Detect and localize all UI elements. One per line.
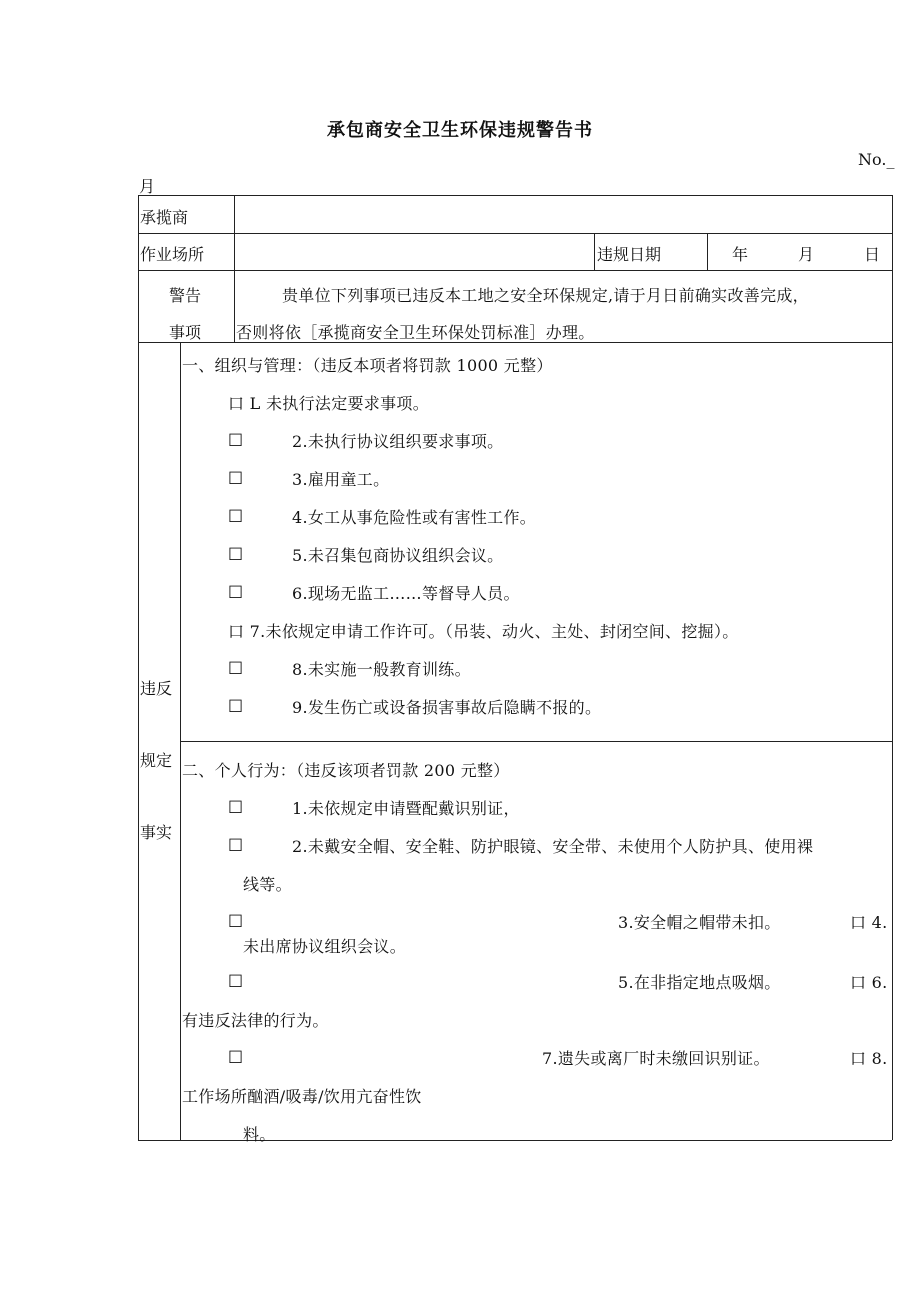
- warning-label-bottom: 事项: [169, 323, 202, 342]
- table-border-right: [892, 195, 893, 1140]
- workplace-label: 作业场所: [140, 245, 205, 264]
- section1-item-6: 6.现场无监工……等督导人员。: [292, 584, 520, 603]
- contractor-field[interactable]: [238, 198, 888, 230]
- checkbox-icon[interactable]: □: [228, 695, 244, 714]
- side-label-violation: 违反: [140, 679, 173, 698]
- checkbox-icon[interactable]: □: [228, 467, 244, 486]
- section2-item-4: 未出席协议组织会议。: [243, 937, 407, 956]
- checkbox-icon[interactable]: □: [228, 543, 244, 562]
- table-border-top: [138, 195, 892, 196]
- warning-text-line-1: 贵单位下列事项已违反本工地之安全环保规定,请于月日前确实改善完成，: [282, 286, 809, 305]
- violation-date-field[interactable]: [710, 236, 890, 267]
- section2-item-5: 5.在非指定地点吸烟。: [618, 973, 781, 992]
- date-value-divider: [707, 233, 708, 270]
- date-column-divider: [594, 233, 595, 270]
- section2-item-8-cont: 料。: [243, 1125, 276, 1144]
- workplace-field[interactable]: [238, 236, 590, 267]
- checkbox-icon[interactable]: □: [228, 1046, 244, 1065]
- table-row-divider: [138, 233, 892, 234]
- section2-item-6: 有违反法律的行为。: [182, 1011, 329, 1030]
- checkbox-icon[interactable]: □: [228, 970, 244, 989]
- label-column-divider: [234, 195, 235, 342]
- section2-item-6-mark[interactable]: 口 6.: [850, 973, 888, 992]
- section2-heading: 二、个人行为：（违反该项者罚款 200 元整）: [182, 761, 510, 780]
- date-year-label: 年: [732, 245, 749, 264]
- section1-heading: 一、组织与管理：（违反本项者将罚款 1000 元整）: [182, 356, 553, 375]
- section2-item-1: 1.未依规定申请暨配戴识别证，: [292, 799, 520, 818]
- section1-item-4: 4.女工从事危险性或有害性工作。: [292, 508, 537, 527]
- side-label-divider: [180, 342, 181, 1140]
- side-label-fact: 事实: [140, 823, 173, 842]
- section1-item-3: 3.雇用童工。: [292, 470, 390, 489]
- table-row-divider: [138, 270, 892, 271]
- table-border-left: [138, 195, 139, 1140]
- section-divider: [180, 741, 892, 742]
- date-day-label: 日: [864, 245, 881, 264]
- section1-item-1[interactable]: 口 L 未执行法定要求事项。: [228, 394, 429, 413]
- page-title: 承包商安全卫生环保违规警告书: [327, 120, 593, 141]
- warning-text-line-2: 否则将依［承揽商安全卫生环保处罚标准］办理。: [236, 323, 595, 342]
- side-label-rule: 规定: [140, 751, 173, 770]
- warning-label-top: 警告: [169, 286, 202, 305]
- date-month-label: 月: [798, 245, 815, 264]
- document-number: No._: [858, 150, 895, 169]
- checkbox-icon[interactable]: □: [228, 429, 244, 448]
- checkbox-icon[interactable]: □: [228, 657, 244, 676]
- section1-item-9: 9.发生伤亡或设备损害事故后隐瞒不报的。: [292, 698, 602, 717]
- section2-item-4-mark[interactable]: 口 4.: [850, 913, 888, 932]
- section2-item-8-mark[interactable]: 口 8.: [850, 1049, 888, 1068]
- violation-date-label: 违规日期: [597, 245, 662, 264]
- checkbox-icon[interactable]: □: [228, 581, 244, 600]
- section1-item-8: 8.未实施一般教育训练。: [292, 660, 471, 679]
- section2-item-7: 7.遗失或离厂时未缴回识别证。: [542, 1049, 770, 1068]
- section1-item-5: 5.未召集包商协议组织会议。: [292, 546, 504, 565]
- checkbox-icon[interactable]: □: [228, 910, 244, 929]
- contractor-label: 承揽商: [140, 208, 189, 227]
- month-label: 月: [139, 177, 156, 196]
- section2-item-8: 工作场所酗酒/吸毒/饮用亢奋性饮: [182, 1087, 422, 1106]
- checkbox-icon[interactable]: □: [228, 505, 244, 524]
- section1-item-2: 2.未执行协议组织要求事项。: [292, 432, 504, 451]
- checkbox-icon[interactable]: □: [228, 796, 244, 815]
- checkbox-icon[interactable]: □: [228, 834, 244, 853]
- section2-item-2-cont: 线等。: [243, 875, 292, 894]
- section2-item-3: 3.安全帽之帽带未扣。: [618, 913, 781, 932]
- section1-item-7[interactable]: 口 7.未依规定申请工作许可。（吊装、动火、主处、封闭空间、挖掘）。: [228, 622, 739, 641]
- section2-item-2: 2.未戴安全帽、安全鞋、防护眼镜、安全带、未使用个人防护具、使用裸: [292, 837, 814, 856]
